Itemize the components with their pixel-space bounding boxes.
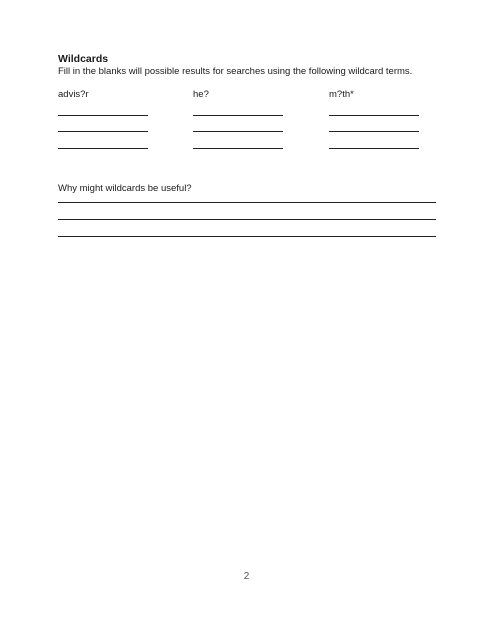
- answer-blank: [193, 148, 283, 149]
- wildcard-term-mth: m?th*: [329, 89, 354, 100]
- answer-blank: [329, 115, 419, 116]
- wildcard-term-he: he?: [193, 89, 209, 100]
- instructions-text: Fill in the blanks will possible results for searches using the following wildcard terms.: [58, 66, 413, 77]
- question-text: Why might wildcards be useful?: [58, 183, 192, 194]
- page-number: 2: [243, 571, 250, 582]
- answer-line: [58, 202, 436, 203]
- answer-line: [58, 219, 436, 220]
- answer-line: [58, 236, 436, 237]
- wildcard-term-advisr: advis?r: [58, 89, 89, 100]
- answer-blank: [58, 131, 148, 132]
- answer-blank: [329, 131, 419, 132]
- answer-blank: [193, 115, 283, 116]
- answer-blank: [58, 148, 148, 149]
- section-heading: Wildcards: [58, 53, 109, 65]
- answer-blank: [193, 131, 283, 132]
- answer-blank: [329, 148, 419, 149]
- answer-blank: [58, 115, 148, 116]
